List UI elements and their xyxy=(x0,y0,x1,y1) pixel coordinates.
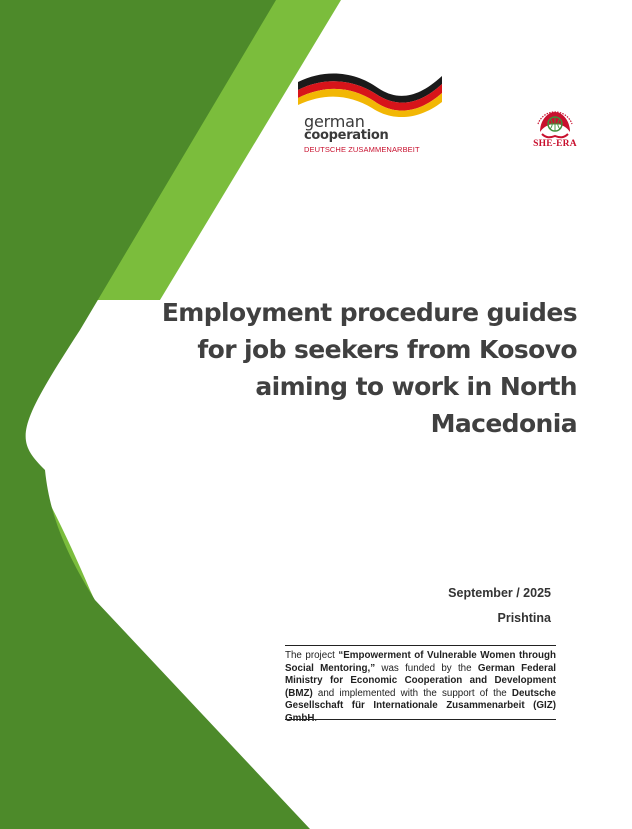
project-name: “Empowerment of Vulnerable Women through Social Mentoring,” xyxy=(285,650,556,674)
german-cooperation-logo xyxy=(296,70,446,160)
funding-bottom-rule xyxy=(285,719,556,720)
funding-text-1: The project xyxy=(285,650,339,661)
title-line-3: aiming to work in North xyxy=(255,372,577,401)
logo-word-cooperation: cooperation xyxy=(304,128,389,143)
funding-text-3: and implemented with the support of the xyxy=(312,687,512,699)
funder-name: German Federal Ministry for Economic Cooperation and Development (BMZ) xyxy=(285,662,556,699)
funding-text-2: was funded by the xyxy=(375,662,478,674)
title-line-4: Macedonia xyxy=(430,409,577,438)
shera-logo-name: SHE-ERA xyxy=(533,139,577,149)
logo-word-german: german xyxy=(304,112,365,131)
implementer-name: Deutsche Gesellschaft für Internationale Zusammenarbeit (GIZ) xyxy=(285,687,556,712)
title-line-1: Employment procedure guides xyxy=(161,298,577,327)
funding-statement xyxy=(285,650,556,726)
document-title xyxy=(147,294,577,442)
german-flag-wave-icon xyxy=(296,70,444,118)
publication-date: September / 2025 xyxy=(448,586,551,600)
logo-subtitle: DEUTSCHE ZUSAMMENARBEIT xyxy=(304,145,420,154)
publication-place: Prishtina xyxy=(497,611,551,625)
title-line-2: for job seekers from Kosovo xyxy=(197,335,577,364)
funding-top-rule xyxy=(285,645,556,646)
